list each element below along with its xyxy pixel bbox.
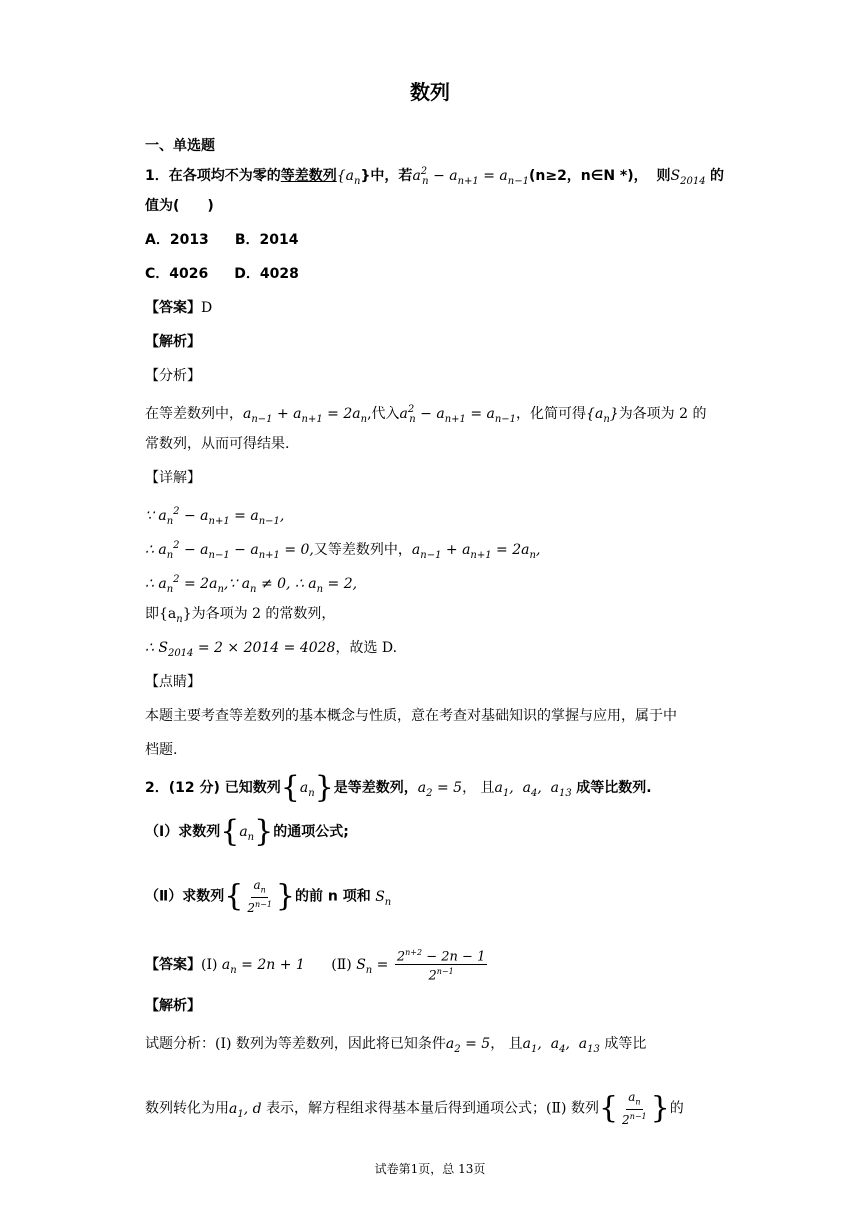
option-b: B．2014 bbox=[234, 232, 299, 248]
q1-fenxi-line1: 在等差数列中，$a_{n-1} + a_{n+1} = 2a_n$,代入$a^2_n - a_{n+1} = a_{n-1}$，化简可得$\{a_n\}$为各项为 2 的 bbox=[145, 404, 707, 425]
q1-analysis-label: 【解析】 bbox=[145, 334, 201, 350]
q1-options-row1 bbox=[145, 230, 298, 250]
q1-stem: 1．在各项均不为零的等差数列$\{a_n\}$中，若$a^2_n - a_{n+1} = a_{n-1}(n\ge 2$，n∈N *)， 则$S_{2014}$ 的 bbox=[145, 166, 725, 187]
q1-detail-line2: ∴ $a_n^2 - a_{n-1} - a_{n+1} = 0$,又等差数列中，$a_{n-1} + a_{n+1} = 2a_n$, bbox=[145, 540, 541, 561]
q2-analysis-label: 【解析】 bbox=[145, 998, 201, 1014]
q1-answer: 【答案】D bbox=[145, 300, 213, 316]
option-c: C．4026 bbox=[145, 266, 209, 282]
q1-detail-line1: ∵ $a_n^2 - a_{n+1} = a_{n-1}$, bbox=[145, 506, 285, 527]
option-d: D．4028 bbox=[234, 266, 299, 282]
q2-answer: 【答案】(Ⅰ) $a_n = 2n + 1$ (Ⅱ) $S_n$ = $\frac{2^{n+2} - 2n - 1}{2^{n-1}}$ bbox=[145, 948, 486, 984]
q2-part2: （Ⅱ）求数列{ $\frac{a_n}{2^{n-1}}$ }的前 n 项和 $S_n$ bbox=[145, 878, 392, 916]
q1-options-row2 bbox=[145, 264, 299, 284]
q1-detail-line4: 即$\{a_n\}$为各项为 2 的常数列， bbox=[145, 606, 336, 625]
link-arithmetic-sequence[interactable]: 等差数列 bbox=[280, 168, 337, 184]
q1-detail-line3: ∴ $a_n^2$ = $2a_n,\because$ $a_n \ne 0$, ∴ $a_n = 2$, bbox=[145, 574, 358, 595]
q2-part1: （Ⅰ）求数列$\{a_n\}$的通项公式; bbox=[145, 814, 349, 849]
option-a: A．2013 bbox=[145, 232, 209, 248]
q1-fenxi-label: 【分析】 bbox=[145, 368, 201, 384]
q1-dianjing-line2: 档题. bbox=[145, 742, 178, 758]
q2-analysis-line1: 试题分析：(Ⅰ) 数列为等差数列，因此将已知条件$a_2 = 5$， 且$a_1$, $a_4$, $a_{13}$ 成等比 bbox=[145, 1036, 647, 1055]
q2-analysis-line2: 数列转化为用$a_1$, d 表示，解方程组求得基本量后得到通项公式；(Ⅱ) 数列{ $\frac{a_n}{2^{n-1}}$ }的 bbox=[145, 1090, 684, 1128]
q1-stem-cont: 值为( ) bbox=[145, 198, 214, 214]
page-title: 数列 bbox=[410, 80, 450, 104]
q1-dianjing-label: 【点睛】 bbox=[145, 674, 201, 690]
q1-detail-line5: ∴ $S_{2014} = 2 \times 2014 = 4028$，故选 D. bbox=[145, 640, 398, 659]
page-footer: 试卷第1页，总 13页 bbox=[374, 1162, 486, 1176]
section-heading: 一、单选题 bbox=[145, 138, 215, 154]
q1-fenxi-line2: 常数列，从而可得结果. bbox=[145, 436, 290, 452]
q1-dianjing-line1: 本题主要考查等差数列的基本概念与性质，意在考查对基础知识的掌握与应用，属于中 bbox=[145, 708, 677, 724]
q1-detail-label: 【详解】 bbox=[145, 470, 201, 486]
q2-stem: 2．(12 分) 已知数列$\{a_n\}$是等差数列，$a_2 = 5$， 且$a_1$, $a_4$, $a_{13}$ 成等比数列. bbox=[145, 770, 652, 805]
